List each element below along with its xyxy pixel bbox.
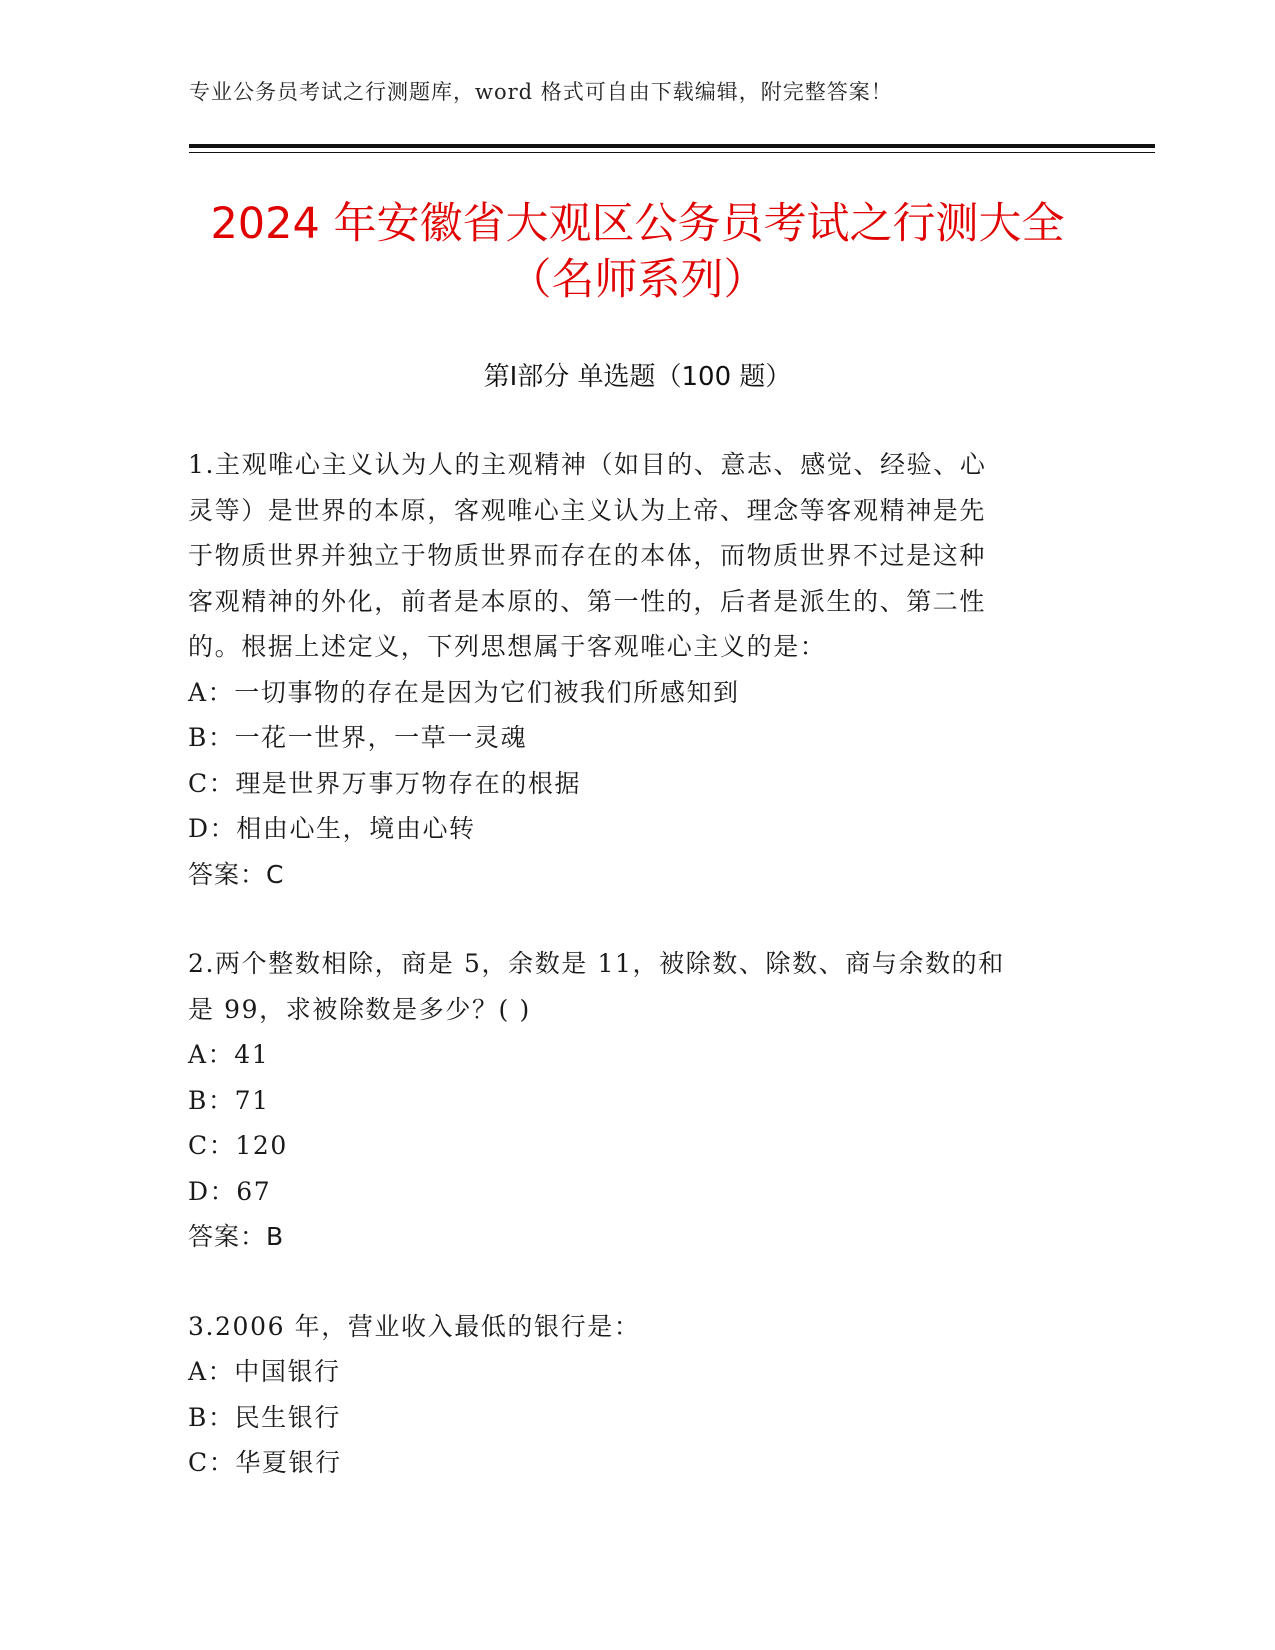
option-b: B：一花一世界，一草一灵魂 bbox=[188, 723, 528, 752]
option-a: A：41 bbox=[188, 1040, 270, 1069]
option-b: B：71 bbox=[188, 1085, 270, 1115]
question-stem-line: 客观精神的外化，前者是本原的、第一性的，后者是派生的、第二性 bbox=[188, 586, 987, 616]
document-title bbox=[0, 196, 1275, 308]
question-stem-line: 2.两个整数相除，商是 5，余数是 11，被除数、除数、商与余数的和 bbox=[188, 949, 1005, 978]
answer-label: 答案：B bbox=[188, 1222, 285, 1251]
question-stem-line: 是 99，求被除数是多少？( ) bbox=[188, 994, 531, 1024]
question-stem-line: 的。根据上述定义，下列思想属于客观唯心主义的是： bbox=[188, 632, 827, 661]
question-1 bbox=[188, 442, 1068, 897]
option-d: D：相由心生，境由心转 bbox=[188, 814, 476, 843]
header-rule-thin bbox=[189, 152, 1155, 153]
question-stem-line: 灵等）是世界的本原，客观唯心主义认为上帝、理念等客观精神是先 bbox=[188, 495, 987, 525]
option-a: A：中国银行 bbox=[188, 1357, 341, 1386]
section-heading: 第Ⅰ部分 单选题（100 题） bbox=[483, 362, 792, 392]
header-note: 专业公务员考试之行测题库，word 格式可自由下载编辑，附完整答案！ bbox=[189, 80, 893, 104]
option-c: C：华夏银行 bbox=[188, 1448, 342, 1477]
answer-label: 答案：C bbox=[188, 859, 285, 889]
option-a: A：一切事物的存在是因为它们被我们所感知到 bbox=[188, 677, 740, 707]
question-2 bbox=[188, 941, 1068, 1260]
question-stem-line: 3.2006 年，营业收入最低的银行是： bbox=[188, 1311, 641, 1341]
option-c: C：理是世界万事万物存在的根据 bbox=[188, 768, 582, 798]
question-list bbox=[188, 442, 1068, 1530]
title-line-2: （名师系列） bbox=[508, 255, 767, 305]
question-stem-line: 1.主观唯心主义认为人的主观精神（如目的、意志、感觉、经验、心 bbox=[188, 450, 987, 479]
option-c: C：120 bbox=[188, 1131, 288, 1160]
option-d: D：67 bbox=[188, 1176, 272, 1206]
header-rule-thick bbox=[189, 144, 1155, 148]
option-b: B：民生银行 bbox=[188, 1402, 341, 1432]
question-stem-line: 于物质世界并独立于物质世界而存在的本体，而物质世界不过是这种 bbox=[188, 541, 987, 570]
title-line-1: 2024 年安徽省大观区公务员考试之行测大全 bbox=[210, 199, 1065, 249]
question-3 bbox=[188, 1304, 1068, 1486]
